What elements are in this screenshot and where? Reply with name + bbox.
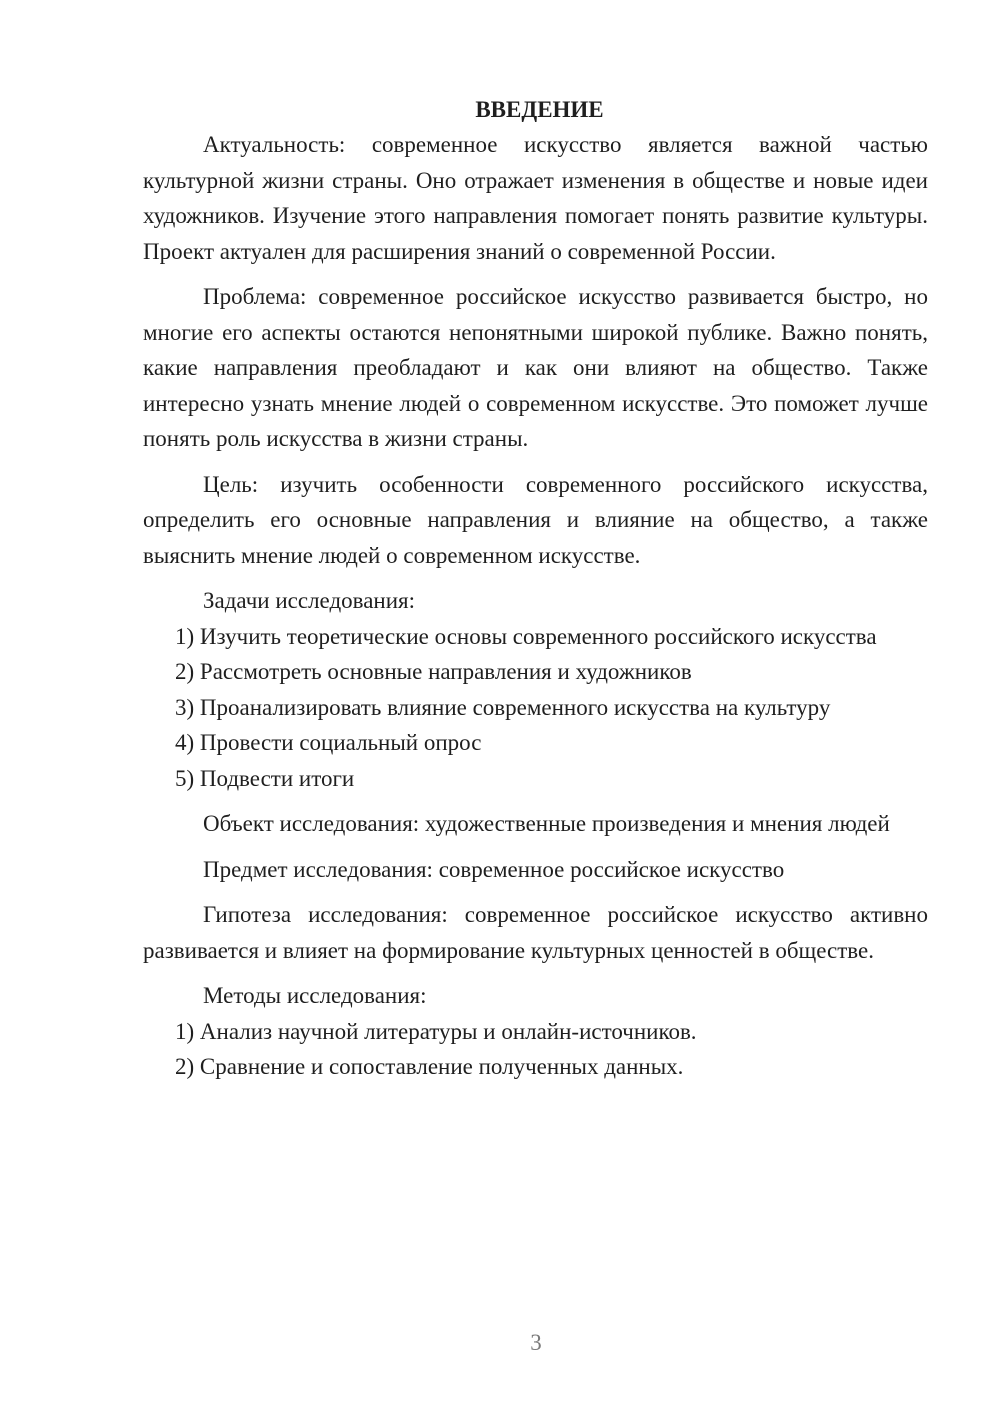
method-item-1: 1) Анализ научной литературы и онлайн-источников. [175, 1018, 697, 1044]
page-number: 3 [530, 1330, 542, 1355]
task-item-2: 2) Рассмотреть основные направления и художников [175, 659, 692, 684]
task-item-5: 5) Подвести итоги [175, 765, 355, 791]
page-content [143, 92, 928, 1085]
task-item-4: 4) Провести социальный опрос [175, 730, 482, 755]
paragraph-problem: Проблема: современное российское искусство развивается быстро, но многие его аспекты остаются непонятными широкой публике. Важно понять, какие направления преобладают и как они влияют на общество. Также интересно узнать мнение людей о современном искусстве. Это поможет лучше понять роль искусства в жизни страны. [143, 284, 928, 451]
tasks-heading: Задачи исследования: [203, 588, 416, 613]
paragraph-goal: Цель: изучить особенности современного российского искусства, определить его основные направления и влияние на общество, а также выяснить мнение людей о современном искусстве. [143, 471, 928, 568]
methods-heading: Методы исследования: [203, 983, 427, 1008]
method-item-2: 2) Сравнение и сопоставление полученных данных. [175, 1054, 684, 1079]
paragraph-object: Объект исследования: художественные произведения и мнения людей [203, 811, 890, 836]
paragraph-subject: Предмет исследования: современное российское искусство [203, 856, 785, 882]
page-title: ВВЕДЕНИЕ [475, 97, 604, 122]
task-item-3: 3) Проанализировать влияние современного искусства на культуру [175, 694, 831, 720]
task-item-1: 1) Изучить теоретические основы современного российского искусства [175, 623, 877, 649]
paragraph-hypothesis: Гипотеза исследования: современное российское искусство активно развивается и влияет на формирование культурных ценностей в обществе. [143, 902, 928, 963]
paragraph-relevance: Актуальность: современное искусство является важной частью культурной жизни страны. Оно отражает изменения в обществе и новые идеи художников. Изучение этого направления помогает понять развитие культуры. Проект актуален для расширения знаний о современной России. [143, 132, 928, 264]
